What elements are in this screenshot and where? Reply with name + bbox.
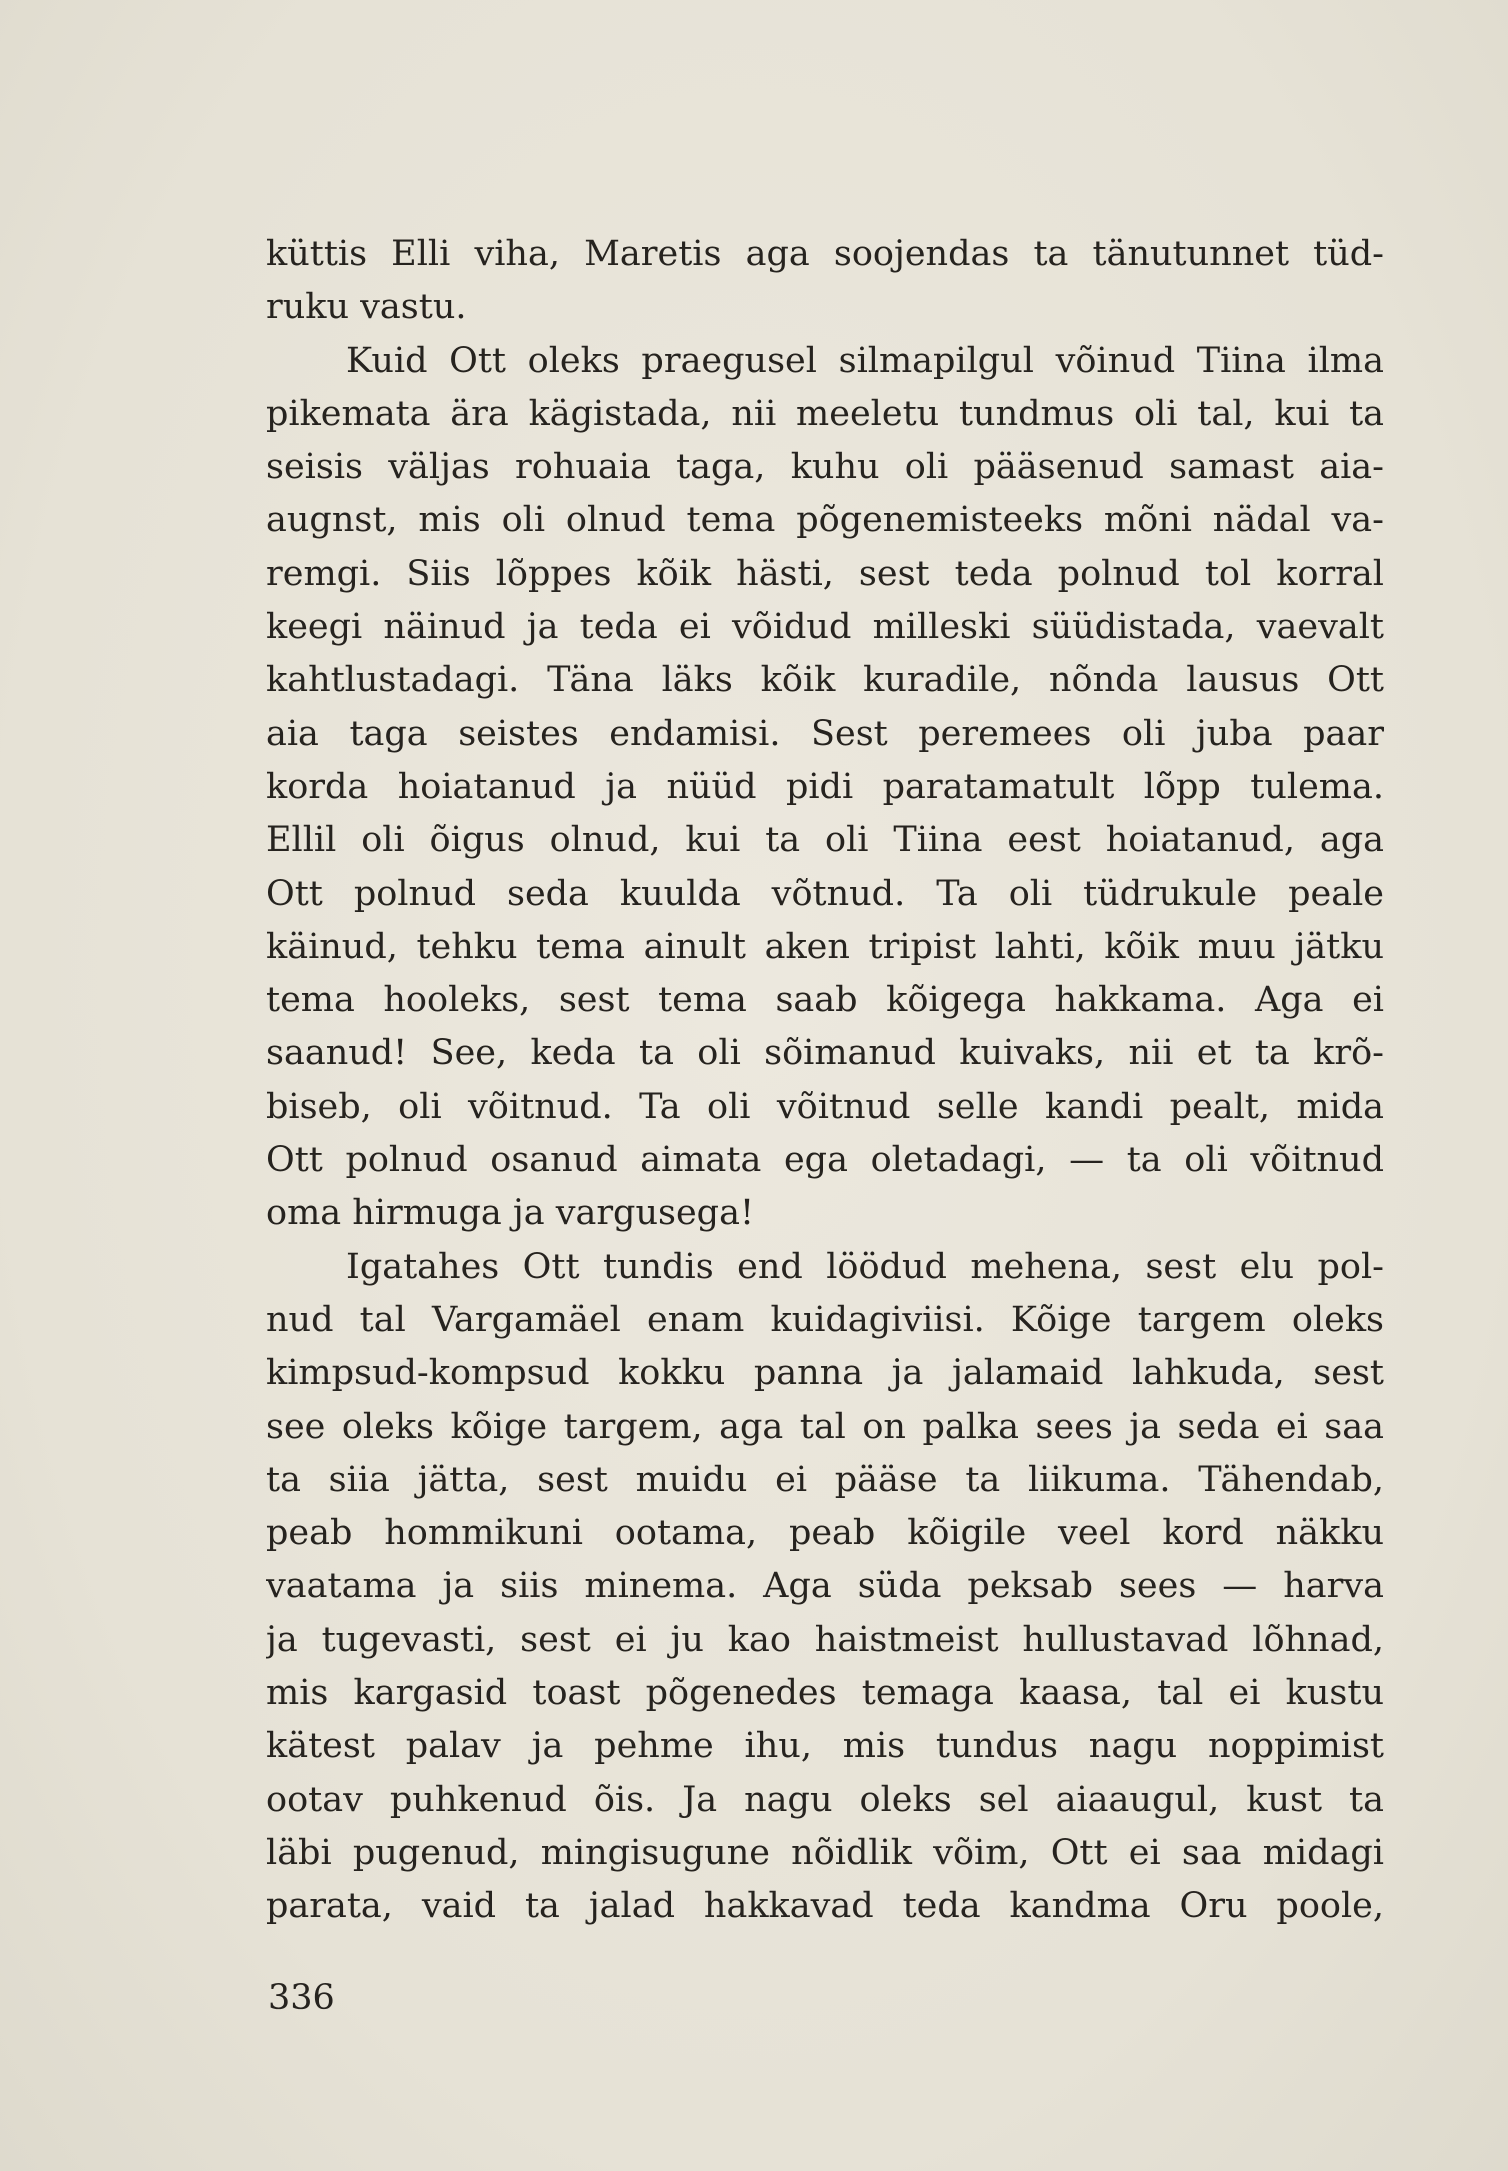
text-line: biseb, oli võitnud. Ta oli võitnud selle kandi pealt, mida <box>266 1086 1384 1127</box>
text-line: läbi pugenud, mingisugune nõidlik võim, Ott ei saa midagi <box>266 1832 1384 1873</box>
text-line: ja tugevasti, sest ei ju kao haistmeist hullustavad lõhnad, <box>266 1619 1384 1660</box>
text-line: kahtlustadagi. Täna läks kõik kuradile, nõnda lausus Ott <box>266 660 1384 701</box>
text-line: pikemata ära kägistada, nii meeletu tundmus oli tal, kui ta <box>266 393 1384 434</box>
text-line: mis kargasid toast põgenedes temaga kaasa, tal ei kustu <box>266 1673 1384 1714</box>
text-line: aia taga seistes endamisi. Sest peremees oli juba paar <box>266 713 1384 754</box>
text-line: Ott polnud osanud aimata ega oletadagi, — ta oli võitnud <box>266 1140 1384 1181</box>
text-line: ruku vastu. <box>266 287 467 328</box>
text-line: küttis Elli viha, Maretis aga soojendas ta tänutunnet tüd- <box>266 234 1384 274</box>
text-line: augnst, mis oli olnud tema põgenemisteeks mõni nädal va- <box>266 500 1384 541</box>
text-line: seisis väljas rohuaia taga, kuhu oli pääsenud samast aia- <box>266 447 1384 488</box>
text-line: kätest palav ja pehme ihu, mis tundus nagu noppimist <box>266 1726 1384 1767</box>
text-line: ootav puhkenud õis. Ja nagu oleks sel aiaaugul, kust ta <box>266 1779 1384 1820</box>
text-line: ta siia jätta, sest muidu ei pääse ta liikuma. Tähendab, <box>266 1459 1384 1500</box>
text-line: Igatahes Ott tundis end löödud mehena, sest elu pol- <box>346 1246 1384 1287</box>
text-line: Kuid Ott oleks praegusel silmapilgul võinud Tiina ilma <box>346 340 1384 381</box>
text-line: saanud! See, keda ta oli sõimanud kuivaks, nii et ta krõ- <box>266 1033 1384 1074</box>
text-line: see oleks kõige targem, aga tal on palka sees ja seda ei saa <box>266 1406 1384 1447</box>
text-line: nud tal Vargamäel enam kuidagiviisi. Kõige targem oleks <box>266 1299 1384 1340</box>
text-line: korda hoiatanud ja nüüd pidi paratamatult lõpp tulema. <box>266 766 1384 807</box>
text-line: käinud, tehku tema ainult aken tripist lahti, kõik muu jätku <box>266 926 1384 967</box>
text-line: tema hooleks, sest tema saab kõigega hakkama. Aga ei <box>266 980 1384 1021</box>
text-line: Ott polnud seda kuulda võtnud. Ta oli tüdrukule peale <box>266 873 1384 914</box>
text-line: oma hirmuga ja vargusega! <box>266 1193 755 1234</box>
body-text <box>266 228 1384 1934</box>
text-line: parata, vaid ta jalad hakkavad teda kandma Oru poole, <box>266 1886 1384 1927</box>
text-line: vaatama ja siis minema. Aga süda peksab sees — harva <box>266 1566 1384 1607</box>
text-line: remgi. Siis lõppes kõik hästi, sest teda polnud tol korral <box>266 553 1384 594</box>
text-line: peab hommikuni ootama, peab kõigile veel kord näkku <box>266 1513 1384 1554</box>
text-line: Ellil oli õigus olnud, kui ta oli Tiina eest hoiatanud, aga <box>266 820 1384 861</box>
page-number: 336 <box>268 1978 335 2018</box>
text-line: keegi näinud ja teda ei võidud milleski süüdistada, vaevalt <box>266 607 1384 648</box>
text-line: kimpsud-kompsud kokku panna ja jalamaid lahkuda, sest <box>266 1353 1384 1394</box>
